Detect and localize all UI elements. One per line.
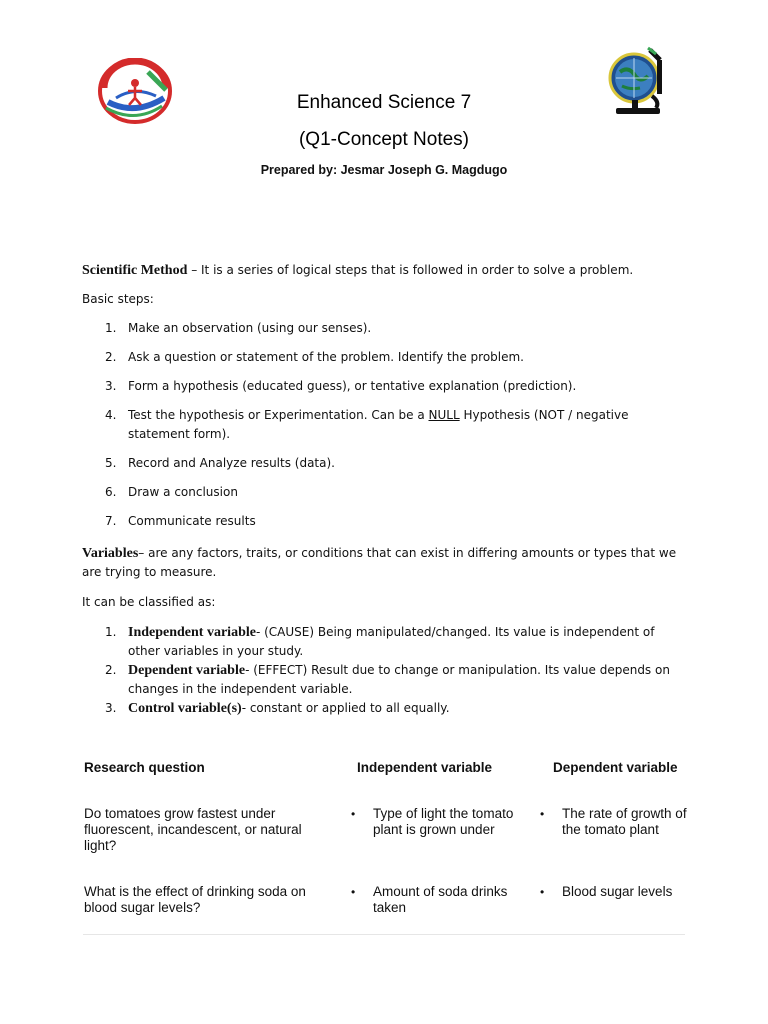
list-item xyxy=(82,406,682,444)
control-variable-term: Control variable(s) xyxy=(128,701,242,716)
table-cell-question: What is the effect of drinking soda on blood sugar levels? xyxy=(84,884,306,915)
step-text: Communicate results xyxy=(128,514,256,528)
step-number: 1. xyxy=(105,321,117,335)
cell-text: Type of light the tomato plant is grown under xyxy=(373,806,514,837)
step-text: Draw a conclusion xyxy=(128,485,238,499)
prepared-by: Prepared by: Jesmar Joseph G. Magdugo xyxy=(260,163,508,177)
bullet-icon: • xyxy=(540,807,545,821)
bullet-item xyxy=(540,884,672,900)
step-text: Test the hypothesis or Experimentation. Can be a xyxy=(128,408,429,422)
scientific-method-text: – It is a series of logical steps that is followed in order to solve a problem. xyxy=(187,263,634,277)
step-text: Record and Analyze results (data). xyxy=(128,456,335,470)
list-item xyxy=(82,699,682,718)
bullet-item xyxy=(540,806,690,838)
classified-label: It can be classified as: xyxy=(82,595,216,609)
list-item xyxy=(82,348,682,367)
document-subtitle: (Q1-Concept Notes) xyxy=(298,129,469,150)
school-division-seal-logo xyxy=(98,58,172,124)
list-item xyxy=(82,661,682,699)
bullet-item xyxy=(351,806,521,838)
step-number: 4. xyxy=(105,408,117,422)
table-cell-question: Do tomatoes grow fastest under fluorescent, incandescent, or natural light? xyxy=(84,806,302,853)
type-text: - constant or applied to all equally. xyxy=(241,701,450,715)
scientific-method-term: Scientific Method xyxy=(82,263,188,278)
step-number: 2. xyxy=(105,350,117,364)
variable-types-list xyxy=(82,623,682,718)
dependent-variable-term: Dependent variable xyxy=(128,663,246,678)
type-number: 1. xyxy=(105,625,117,639)
table-bottom-rule xyxy=(83,934,685,935)
cell-text: Amount of soda drinks taken xyxy=(373,884,508,915)
variables-definition xyxy=(82,544,682,582)
step-text: Form a hypothesis (educated guess), or tentative explanation (prediction). xyxy=(128,379,577,393)
bullet-icon: • xyxy=(540,885,545,899)
type-number: 2. xyxy=(105,663,117,677)
basic-steps-list xyxy=(82,319,682,541)
basic-steps-label: Basic steps: xyxy=(82,292,154,306)
bullet-icon: • xyxy=(351,885,356,899)
list-item xyxy=(82,512,682,531)
variables-term: Variables xyxy=(82,546,139,561)
list-item xyxy=(82,483,682,502)
list-item xyxy=(82,319,682,338)
column-header-independent-variable: Independent variable xyxy=(357,760,493,775)
step-text: Make an observation (using our senses). xyxy=(128,321,372,335)
list-item xyxy=(82,454,682,473)
bullet-icon: • xyxy=(351,807,356,821)
column-header-dependent-variable: Dependent variable xyxy=(553,760,678,775)
independent-variable-term: Independent variable xyxy=(128,625,256,640)
list-item xyxy=(82,377,682,396)
cell-text: Blood sugar levels xyxy=(562,884,673,899)
bullet-item xyxy=(351,884,521,916)
step-text: Hypothesis (NOT / negative statement form). xyxy=(128,408,629,441)
null-keyword: NULL xyxy=(428,408,460,422)
list-item xyxy=(82,623,682,661)
step-number: 5. xyxy=(105,456,117,470)
step-number: 3. xyxy=(105,379,117,393)
cell-text: The rate of growth of the tomato plant xyxy=(562,806,687,837)
type-text: - (EFFECT) Result due to change or manipulation. Its value depends on changes in the independent variable. xyxy=(128,663,670,696)
scientific-method-definition xyxy=(82,261,682,280)
document-title: Enhanced Science 7 xyxy=(296,92,472,113)
step-number: 7. xyxy=(105,514,117,528)
step-text: Ask a question or statement of the problem. Identify the problem. xyxy=(128,350,524,364)
variables-text: – are any factors, traits, or conditions that can exist in differing amounts or types that we are trying to measure. xyxy=(82,546,677,579)
column-header-research-question: Research question xyxy=(84,760,205,775)
type-text: - (CAUSE) Being manipulated/changed. Its value is independent of other variables in your study. xyxy=(128,625,655,658)
step-number: 6. xyxy=(105,485,117,499)
type-number: 3. xyxy=(105,701,117,715)
